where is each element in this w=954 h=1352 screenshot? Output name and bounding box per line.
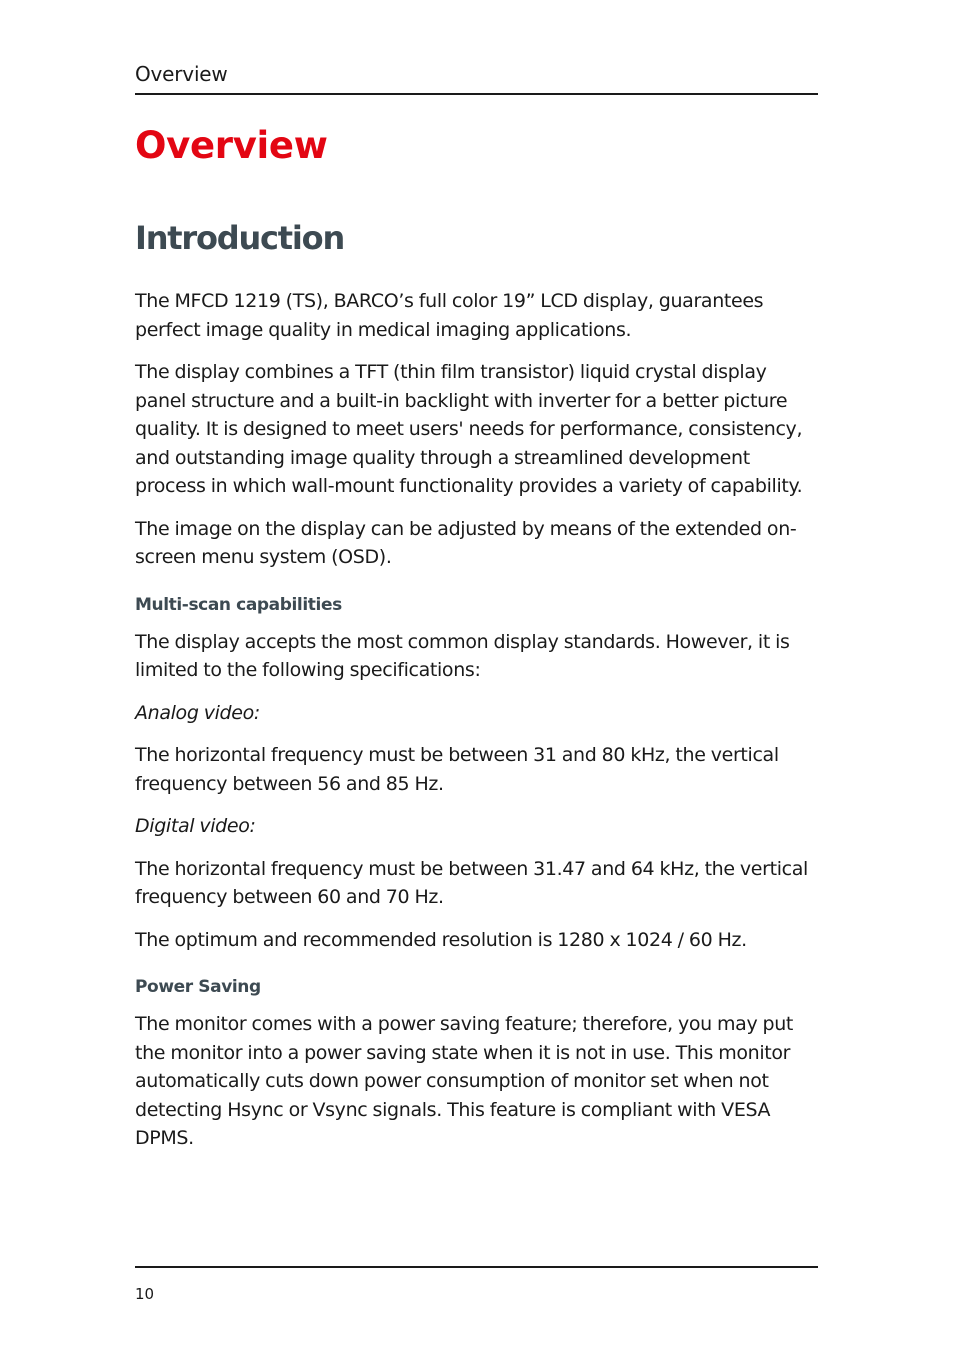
chapter-title: Overview — [135, 124, 328, 167]
subsection-heading-power-saving: Power Saving — [135, 977, 261, 997]
intro-paragraph-2: The display combines a TFT (thin film transistor) liquid crystal display panel structure and a built-in backlight with inverter for a better picture quality. It is designed to meet users' needs for performance, consistency, and outstanding image quality through a streamlined development process in which wall-mount functionality provides a variety of capability. — [135, 361, 803, 497]
header-rule — [135, 93, 818, 95]
intro-paragraph-3: The image on the display can be adjusted by means of the extended on-screen menu system (OSD). — [135, 517, 797, 568]
footer-rule — [135, 1266, 818, 1268]
running-header: Overview — [135, 62, 228, 86]
subsection-heading-multiscan: Multi-scan capabilities — [135, 594, 342, 615]
intro-paragraph-1: The MFCD 1219 (TS), BARCO’s full color 19” LCD display, guarantees perfect image quality in medical imaging applications. — [135, 290, 764, 341]
document-page — [135, 0, 818, 1352]
resolution-text: The optimum and recommended resolution is 1280 x 1024 / 60 Hz. — [135, 928, 747, 951]
page-number: 10 — [135, 1285, 155, 1303]
digital-video-text: The horizontal frequency must be between 31.47 and 64 kHz, the vertical frequency between 60 and 70 Hz. — [135, 857, 808, 908]
section-title-introduction: Introduction — [135, 219, 345, 257]
analog-video-text: The horizontal frequency must be between 31 and 80 kHz, the vertical frequency between 56 and 85 Hz. — [135, 744, 779, 795]
analog-video-label: Analog video: — [135, 701, 260, 724]
power-saving-text: The monitor comes with a power saving feature; therefore, you may put the monitor into a power saving state when it is not in use. This monitor automatically cuts down power consumption of monitor set when not detecting Hsync or Vsync signals. This feature is compliant with VESA DPMS. — [135, 1013, 794, 1149]
digital-video-label: Digital video: — [135, 815, 256, 837]
page-content — [135, 287, 818, 1167]
multiscan-intro: The display accepts the most common display standards. However, it is limited to the following specifications: — [135, 630, 790, 681]
